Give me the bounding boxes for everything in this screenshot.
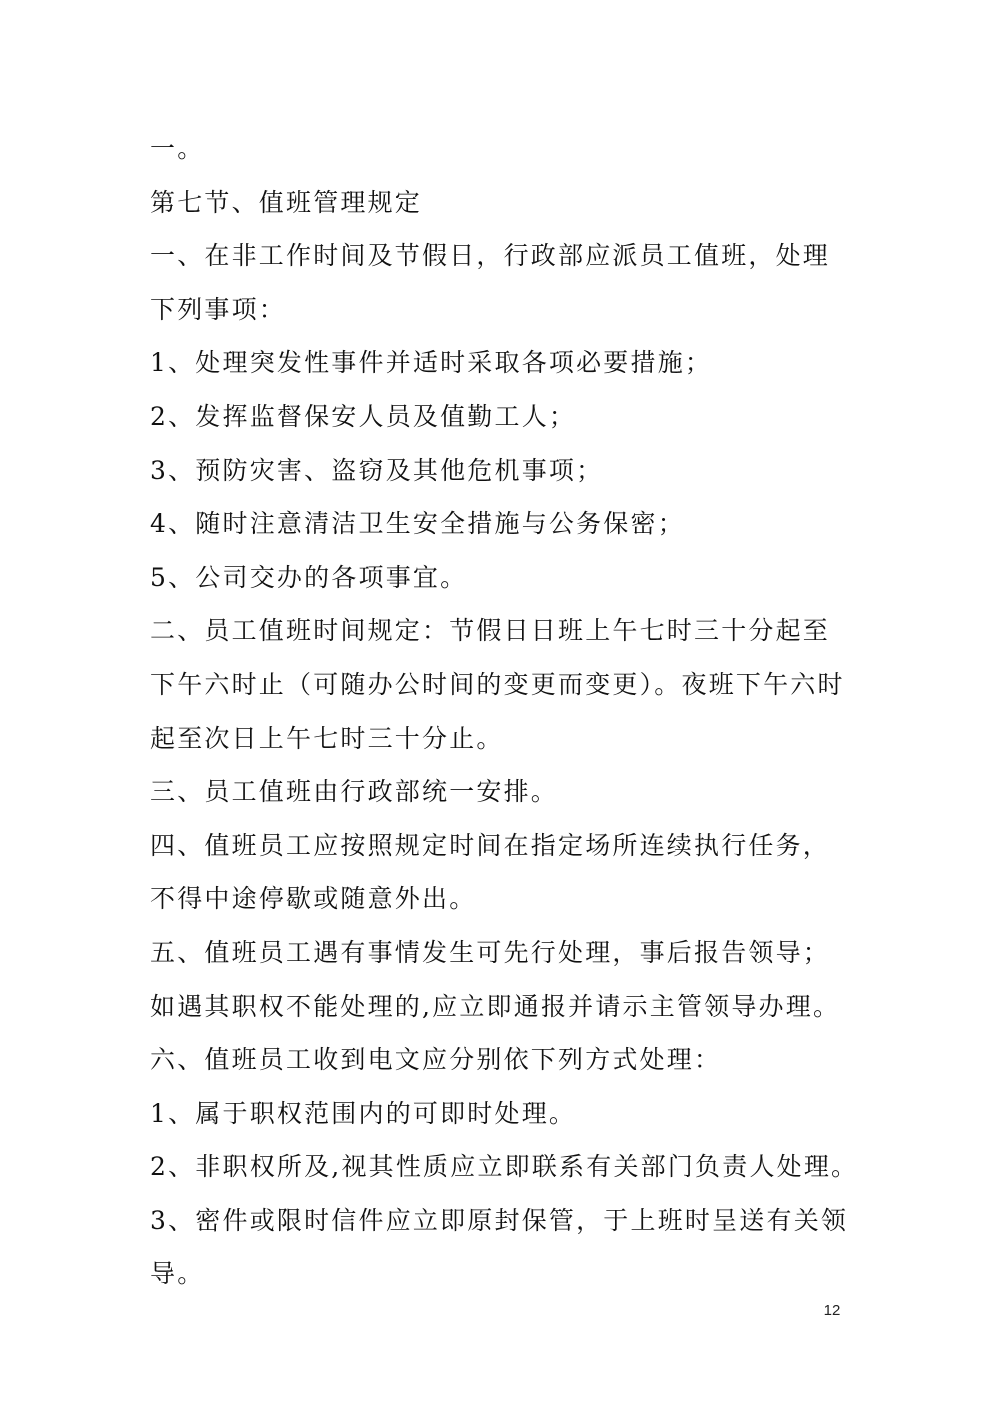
text-line: 下列事项： xyxy=(150,294,287,324)
text-line: 4、随时注意清洁卫生安全措施与公务保密； xyxy=(150,509,685,539)
text-line: 三、员工值班由行政部统一安排。 xyxy=(150,777,559,807)
document-body xyxy=(150,122,859,1301)
text-line: 不得中途停歇或随意外出。 xyxy=(150,884,477,914)
text-line: 一、在非工作时间及节假日，行政部应派员工值班，处理 xyxy=(150,241,831,271)
text-line: 5、公司交办的各项事宜。 xyxy=(150,562,468,592)
text-line: 起至次日上午七时三十分止。 xyxy=(150,723,504,753)
text-line: 五、值班员工遇有事情发生可先行处理，事后报告领导； xyxy=(150,937,831,967)
text-line: 四、值班员工应按照规定时间在指定场所连续执行任务， xyxy=(150,830,831,860)
section-heading: 第七节、值班管理规定 xyxy=(150,187,423,217)
text-line: 1、处理突发性事件并适时采取各项必要措施； xyxy=(150,348,713,378)
text-line: 二、员工值班时间规定：节假日日班上午七时三十分起至 xyxy=(150,616,831,646)
page-number: 12 xyxy=(823,1302,841,1319)
text-line: 六、值班员工收到电文应分别依下列方式处理： xyxy=(150,1045,722,1075)
text-line: 如遇其职权不能处理的,应立即通报并请示主管领导办理。 xyxy=(150,991,841,1021)
text-line: 2、发挥监督保安人员及值勤工人； xyxy=(150,401,577,431)
text-line: 3、预防灾害、盗窃及其他危机事项； xyxy=(150,455,604,485)
text-line: 导。 xyxy=(150,1259,205,1289)
text-line: 一。 xyxy=(150,134,205,163)
text-line: 下午六时止（可随办公时间的变更而变更）。夜班下午六时 xyxy=(150,669,845,699)
text-line: 3、密件或限时信件应立即原封保管，于上班时呈送有关领 xyxy=(150,1205,849,1235)
text-line: 2、非职权所及,视其性质应立即联系有关部门负责人处理。 xyxy=(150,1152,859,1182)
text-line: 1、属于职权范围内的可即时处理。 xyxy=(150,1098,577,1128)
